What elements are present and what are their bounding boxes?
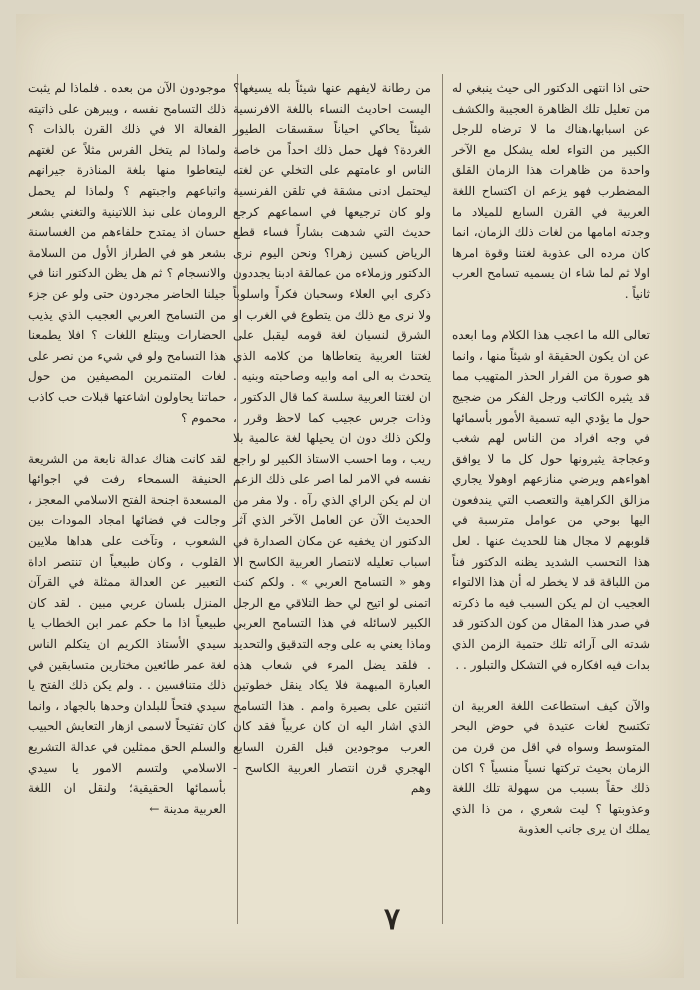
article-column-middle: من رطانة لايفهم عنها شيئاً بله يسيغها؟ اليست احاديث النساء باللغة الافرنسية شيئاً يحاكي احياناً سقسقات الطيور الغردة؟ فهل حمل ذلك احداً من خاصة الناس او عامتهم على التخلي عن لغته ليحتمل ادنى مشقة في تلقن الفرنسية ولو كان ترجيعها في اسماعهم كرجع حديث التي شدهت بشاراً فساء قطع الرياض كسين زهرا؟ ونحن اليوم نرى الدكتور وزملاءه من عمالقة ادبنا يجددون ذكرى ابي العلاء وسحبان فكراً واسلوباً ولا نرى مع ذلك من يتطوع في الغرب او الشرق لنسيان لغة قومه ليقبل على لغتنا العربية يتعاطاها من كلامه الذي يتحدث به الى امه وابيه وصاحبته وبنيه . ان لغتنا العربية سلسة كما قال الدكتور ، وذات جرس عجيب كما لاحظ وقرر ، ولكن ذلك دون ان يحيلها لغة عالمية بلا ريب ، وما احسب الاستاذ الكبير لو راجع نفسه في الامر لما اصر على ذلك الزعم ان لم يكن الراي الذي رآه . ولا مفر من الحديث الآن عن العامل الآخر الذي آثر الدكتور ان يخفيه عن مكان الصدارة في اسباب تعليله لانتصار العربية الكاسح الا وهو « التسامح العربي » . ولكم كنت اتمنى لو اتيح لي حظ التلاقي مع الرجل الكبير لاسائله في هذا التسامح العربي وماذا يعني به على وجه التدقيق والتحديد . فلقد يضل المرء في شعاب هذه العبارة المبهمة فلا يكاد ينقل خطوتين اثنتين على بصيرة وامم . هذا التسامح الذي اشار اليه ان كان عربياً فقد كان العرب موجودين قبل القرن السابع الهجري قرن انتصار العربية الكاسح - وهم xyxy=(233,81,431,796)
article-column-left: موجودون الآن من بعده . فلماذا لم يثبت ذلك التسامح نفسه ، ويبرهن على ذاتيته الفعالة الا في ذلك القرن بالذات ؟ ولماذا لم يتخل الفرس مثلاً عن لغتهم ليتعاطوا منها بلغة المناذرة جيرانهم واتباعهم واجبتهم ؟ ولماذا لم يحمل الرومان على نبذ اللاتينية والتغني بشعر حسان اذ يمتدح حلفاءهم من الغساسنة بشعر هو في الطراز الأول من السلامة والانسجام ؟ ثم هل يظن الدكتور اننا في جيلنا الحاضر مجردون حتى ولو عن جزء من التسامح العربي العجيب الذي يذيب الحضارات ويبتلع اللغات ؟ افلا يطمعنا هذا التسامح ولو في شيء من نصر على لغات المتنمرين المصيفين من حول حماتنا يحاولون اشاعتها قبلات حب كاذب محموم ؟ لقد كانت هناك عدالة نابعة من الشريعة الحنيفة السمحاء رفت في اجوائها المسعدة اجنحة الفتح الاسلامي المعجز ، وجالت في فضائها امجاد المودات بين الشعوب ، وتآخت على هداها ملايين القلوب ، وكان طبيعياً ان تنتصر اداة التعبير عن العدالة ممثلة في القرآن المنزل بلسان عربي مبين . لقد كان طبيعياً اذا ما حكم عمر ابن الخطاب يا سيدي الأستاذ الكريم ان يتكلم الناس لغة عمر طائعين مختارين متسابقين في ذلك متنافسين . . ولم يكن ذلك الفتح يا سيدي فتحاً للبلدان وحدها بالجهاد ، وانما كان تفتيحاً لاسمى ازهار التعايش الحبيب والسلم الحق ممثلين في عدالة التشريع الاسلامي ولتسم الامور يا سيدي بأسمائها الحقيقية؛ ولنقل ان اللغة العربية مدينة ← xyxy=(28,81,226,816)
article-column-right: حتى اذا انتهى الدكتور الى حيث ينبغي له من تعليل تلك الظاهرة العجيبة والكشف عن اسبابها،هناك ما لا ترضاه للرجل الكبير من التواء لعله يشكل مع الآخر واحدة من ظاهرات هذا الزمان القلق المضطرب فهو يزعم ان اكتساح اللغة العربية في القرن السابع للميلاد ما وجدته امامها من لغات ذلك الزمان، انما كان مرده الى عذوبة لغتنا وقوة امرها اولا ثم لما شاء ان يسميه تسامح العرب ثانياً . تعالى الله ما اعجب هذا الكلام وما ابعده عن ان يكون الحقيقة او شيئاً منها ، وانما هو صورة من الفرار الحذر المتهيب مما قد يثيره الكاتب ورجل الفكر من ضجيج حول ما يؤدي اليه تسمية الأمور بأسمائها في وجه افراد من الناس لهم شغب وعجاجة يثيرونها حول كل ما لا يوافق اهواءهم ويرضي منازعهم اوهولا يجاري مزالق الكراهية والتعصب التي يندفعون اليها بوحي من عوامل مترسبة في قلوبهم لا مجال هنا للحديث عنها . لعل هذا التحسب الشديد يظنه الدكتور فناً من اللباقة قد لا يخطر له أن هذا الالتواء العجيب ان لم يكن السبب فيه ما ذكرته في صدر هذا المقال من كون الدكتور قد شدته الى آرائه تلك حتمية الزمن الذي بدات فيه افكاره في التشكل والتبلور . . والآن كيف استطاعت اللغة العربية ان تكتسح لغات عتيدة في حوض البحر المتوسط وسواه في اقل من قرن من الزمان بحيث تركتها نسياً منسياً ؟ اكان ذلك حقاً بسبب من سهولة تلك اللغة وعذوبتها ؟ ليت شعري ، من ذا الذي يملك ان يرى جانب العذوبة xyxy=(452,81,650,837)
page-number: ٧ xyxy=(383,902,401,937)
column-divider xyxy=(442,74,443,924)
newspaper-page xyxy=(16,14,684,978)
